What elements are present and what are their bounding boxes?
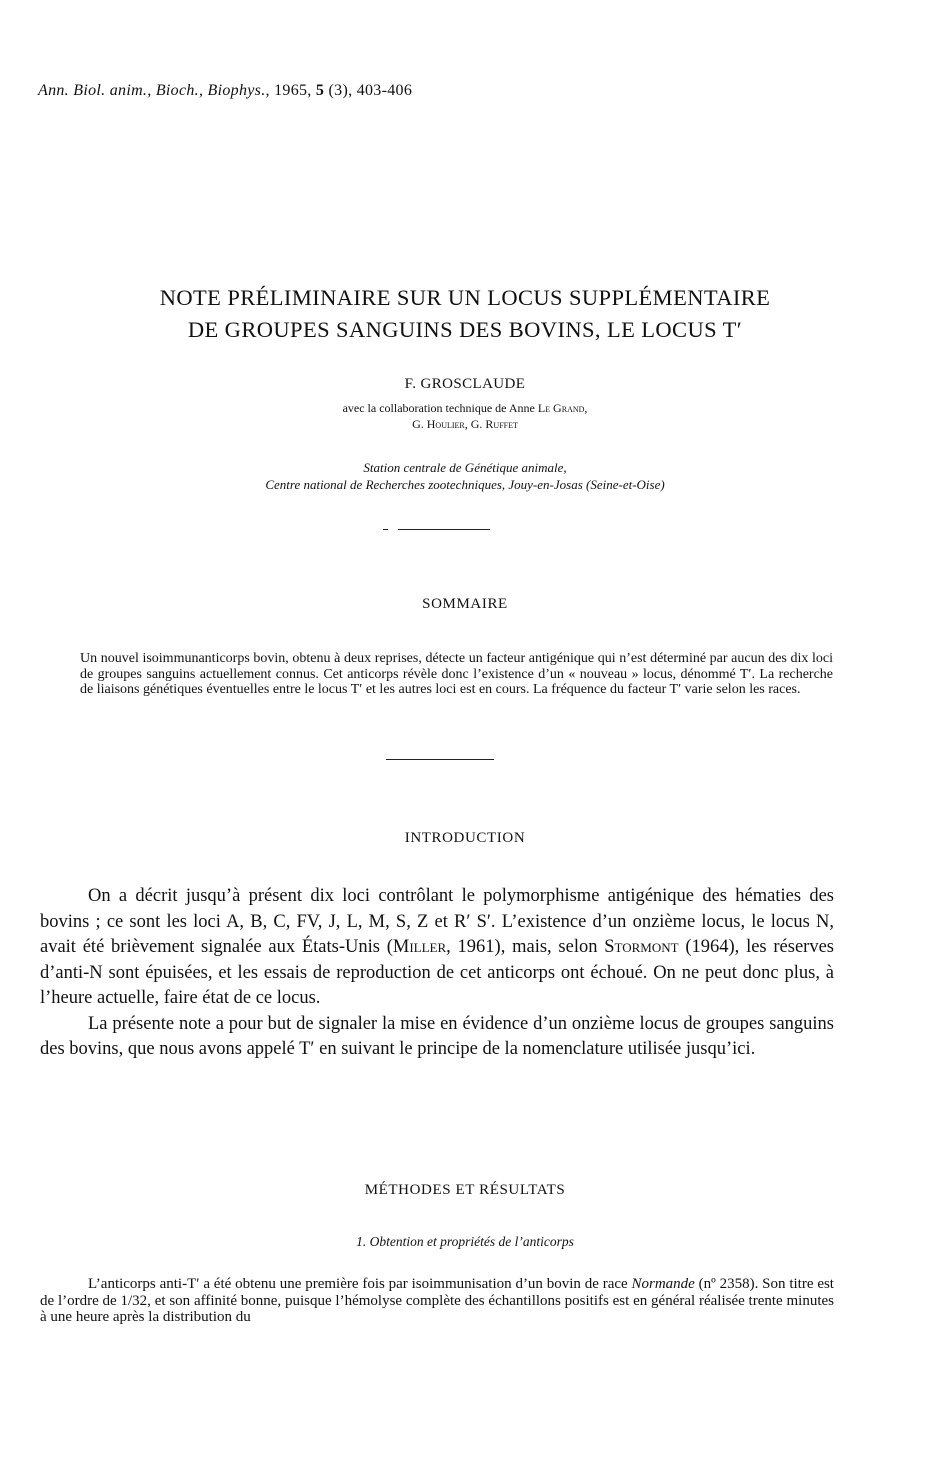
journal-year: 1965, — [274, 82, 312, 99]
author: F. GROSCLAUDE — [404, 376, 526, 392]
section-heading-introduction: INTRODUCTION — [404, 830, 526, 846]
intro-p1-text-a: On a décrit jusqu’à présent dix loci contrôlant le polymorphisme antigénique des hématies des bovins ; ce sont les loci A, B, C, FV, J, L, M, S, Z et R′ S′. L’existence d’un onzième locus, le locus N, avait été brièvement signalée aux États-Unis ( — [40, 886, 834, 957]
introduction-paragraph-1 — [40, 884, 834, 1012]
abstract-text: Un nouvel isoimmunanticorps bovin, obtenu à deux reprises, détecte un facteur antigénique qui n’est déterminé par aucun des dix loci de groupes sanguins actuellement connus. Cet anticorps révèle donc l’existence d’un « nouveau » locus, dénommé T′. La recherche de liaisons génétiques éventuelles entre le locus T′ et les autres loci est en cours. La fréquence du facteur T′ varie selon les races. — [80, 651, 833, 697]
divider-rule-top — [383, 529, 388, 530]
collaborator-name-1: Le Grand, — [537, 401, 588, 415]
methods-p1-text-a: L’anticorps anti-T′ a été obtenu une première fois par isoimmunisation d’un bovin de race — [88, 1276, 632, 1292]
citation-miller: Miller — [392, 937, 447, 957]
collaboration — [0, 400, 930, 432]
subsection-heading-1: 1. Obtention et propriétés de l’anticorps — [356, 1234, 574, 1249]
title-line-2: DE GROUPES SANGUINS DES BOVINS, LE LOCUS T′ — [187, 317, 743, 342]
divider-rule-middle — [386, 759, 494, 760]
intro-p1-text-b: , 1961), mais, selon — [446, 937, 605, 957]
title-line-1: NOTE PRÉLIMINAIRE SUR UN LOCUS SUPPLÉMENTAIRE — [159, 285, 771, 310]
affiliation-line-2: Centre national de Recherches zootechniques, Jouy-en-Josas (Seine-et-Oise) — [265, 477, 665, 492]
collaboration-prefix: avec la collaboration technique de Anne — [342, 401, 538, 415]
paper-title — [0, 282, 930, 346]
intro-p1-text-c: (1964), les réserves d’anti-N sont épuisées, et les essais de reproduction de cet anticorps ont échoué. On ne peut donc plus, à l’heure actuelle, faire état de ce locus. — [40, 937, 834, 1008]
methods-paragraph-1 — [40, 1276, 834, 1326]
methods-p1-text-b: (nº 2358). Son titre est de l’ordre de 1/32, et son affinité bonne, puisque l’hémolyse complète des échantillons positifs est en général réalisée trente minutes à une heure après la distribution du — [40, 1276, 834, 1325]
journal-citation — [38, 82, 412, 100]
introduction-body — [40, 884, 834, 1063]
affiliation-line-1: Station centrale de Génétique animale, — [363, 460, 567, 475]
collaboration-line-1 — [0, 400, 930, 416]
methods-body — [40, 1276, 834, 1326]
collaborator-name-2: G. Houlier, — [412, 417, 468, 431]
introduction-paragraph-2: La présente note a pour but de signaler la mise en évidence d’un onzième locus de groupes sanguins des bovins, que nous avons appelé T′ en suivant le principe de la nomenclature utilisée jusqu’ici. — [40, 1013, 834, 1059]
section-heading-methodes: MÉTHODES ET RÉSULTATS — [364, 1182, 566, 1198]
breed-name: Normande — [631, 1276, 695, 1292]
affiliation — [0, 459, 930, 493]
divider-rule-top-long — [398, 529, 490, 530]
journal-pages: (3), 403-406 — [328, 82, 413, 99]
citation-stormont: Stormont — [604, 937, 679, 957]
journal-volume: 5 — [315, 82, 325, 99]
collaboration-line-2 — [0, 416, 930, 432]
section-heading-sommaire: SOMMAIRE — [422, 596, 508, 612]
collaborator-name-3: G. Ruffet — [470, 417, 518, 431]
journal-citation-text: Ann. Biol. anim., Bioch., Biophys., — [38, 82, 275, 99]
